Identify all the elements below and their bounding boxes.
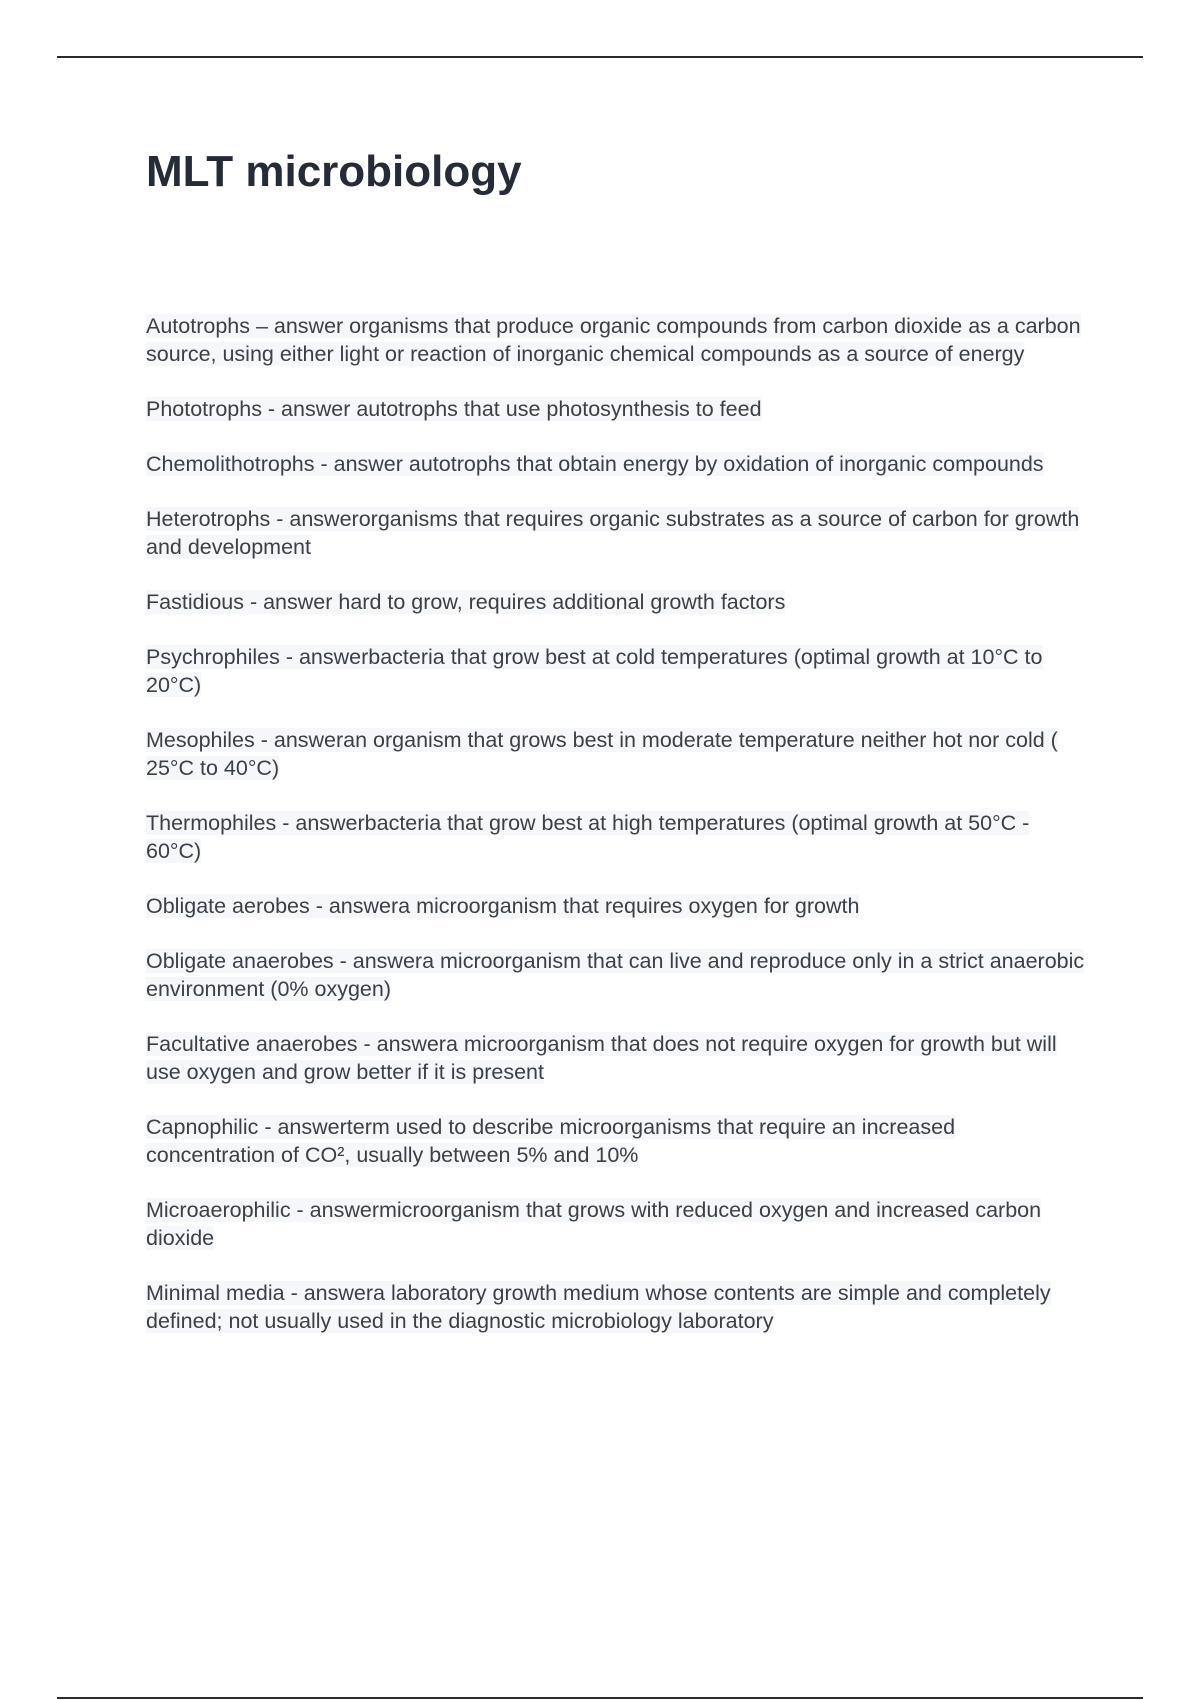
definition-text: Autotrophs – answer organisms that produce organic compounds from carbon dioxide as a carbon source, using either light or reaction of inorganic chemical compounds as a source of energy xyxy=(146,314,1081,366)
bottom-divider xyxy=(57,1697,1143,1699)
definition-entry xyxy=(146,809,1086,865)
definition-entry xyxy=(146,643,1086,699)
definition-entry xyxy=(146,1030,1086,1086)
definition-entry xyxy=(146,1113,1086,1169)
definition-text: Minimal media - answera laboratory growth medium whose contents are simple and completely defined; not usually used in the diagnostic microbiology laboratory xyxy=(146,1281,1051,1333)
definition-text: Heterotrophs - answerorganisms that requires organic substrates as a source of carbon for growth and development xyxy=(146,507,1080,559)
definition-text: Thermophiles - answerbacteria that grow best at high temperatures (optimal growth at 50°C - 60°C) xyxy=(146,811,1030,863)
definition-list xyxy=(146,312,1086,1362)
definition-text: Chemolithotrophs - answer autotrophs that obtain energy by oxidation of inorganic compounds xyxy=(146,452,1044,476)
definition-entry xyxy=(146,726,1086,782)
top-divider xyxy=(57,56,1143,58)
definition-text: Facultative anaerobes - answera microorganism that does not require oxygen for growth but will use oxygen and grow better if it is present xyxy=(146,1032,1057,1084)
definition-entry xyxy=(146,588,1086,616)
page-title: MLT microbiology xyxy=(146,147,522,196)
definition-entry xyxy=(146,450,1086,478)
definition-text: Fastidious - answer hard to grow, requires additional growth factors xyxy=(146,590,786,614)
definition-entry xyxy=(146,947,1086,1003)
definition-text: Microaerophilic - answermicroorganism that grows with reduced oxygen and increased carbon dioxide xyxy=(146,1198,1042,1250)
definition-entry xyxy=(146,312,1086,368)
definition-text: Psychrophiles - answerbacteria that grow best at cold temperatures (optimal growth at 10°C to 20°C) xyxy=(146,645,1043,697)
definition-text: Obligate aerobes - answera microorganism that requires oxygen for growth xyxy=(146,894,860,918)
definition-text: Mesophiles - answeran organism that grows best in moderate temperature neither hot nor cold ( 25°C to 40°C) xyxy=(146,728,1058,780)
definition-text: Obligate anaerobes - answera microorganism that can live and reproduce only in a strict anaerobic environment (0% oxygen) xyxy=(146,949,1085,1001)
definition-entry xyxy=(146,1196,1086,1252)
definition-text: Capnophilic - answerterm used to describe microorganisms that require an increased concentration of CO², usually between 5% and 10% xyxy=(146,1115,956,1167)
definition-entry xyxy=(146,892,1086,920)
definition-entry xyxy=(146,1279,1086,1335)
definition-entry xyxy=(146,395,1086,423)
definition-entry xyxy=(146,505,1086,561)
definition-text: Phototrophs - answer autotrophs that use photosynthesis to feed xyxy=(146,397,762,421)
